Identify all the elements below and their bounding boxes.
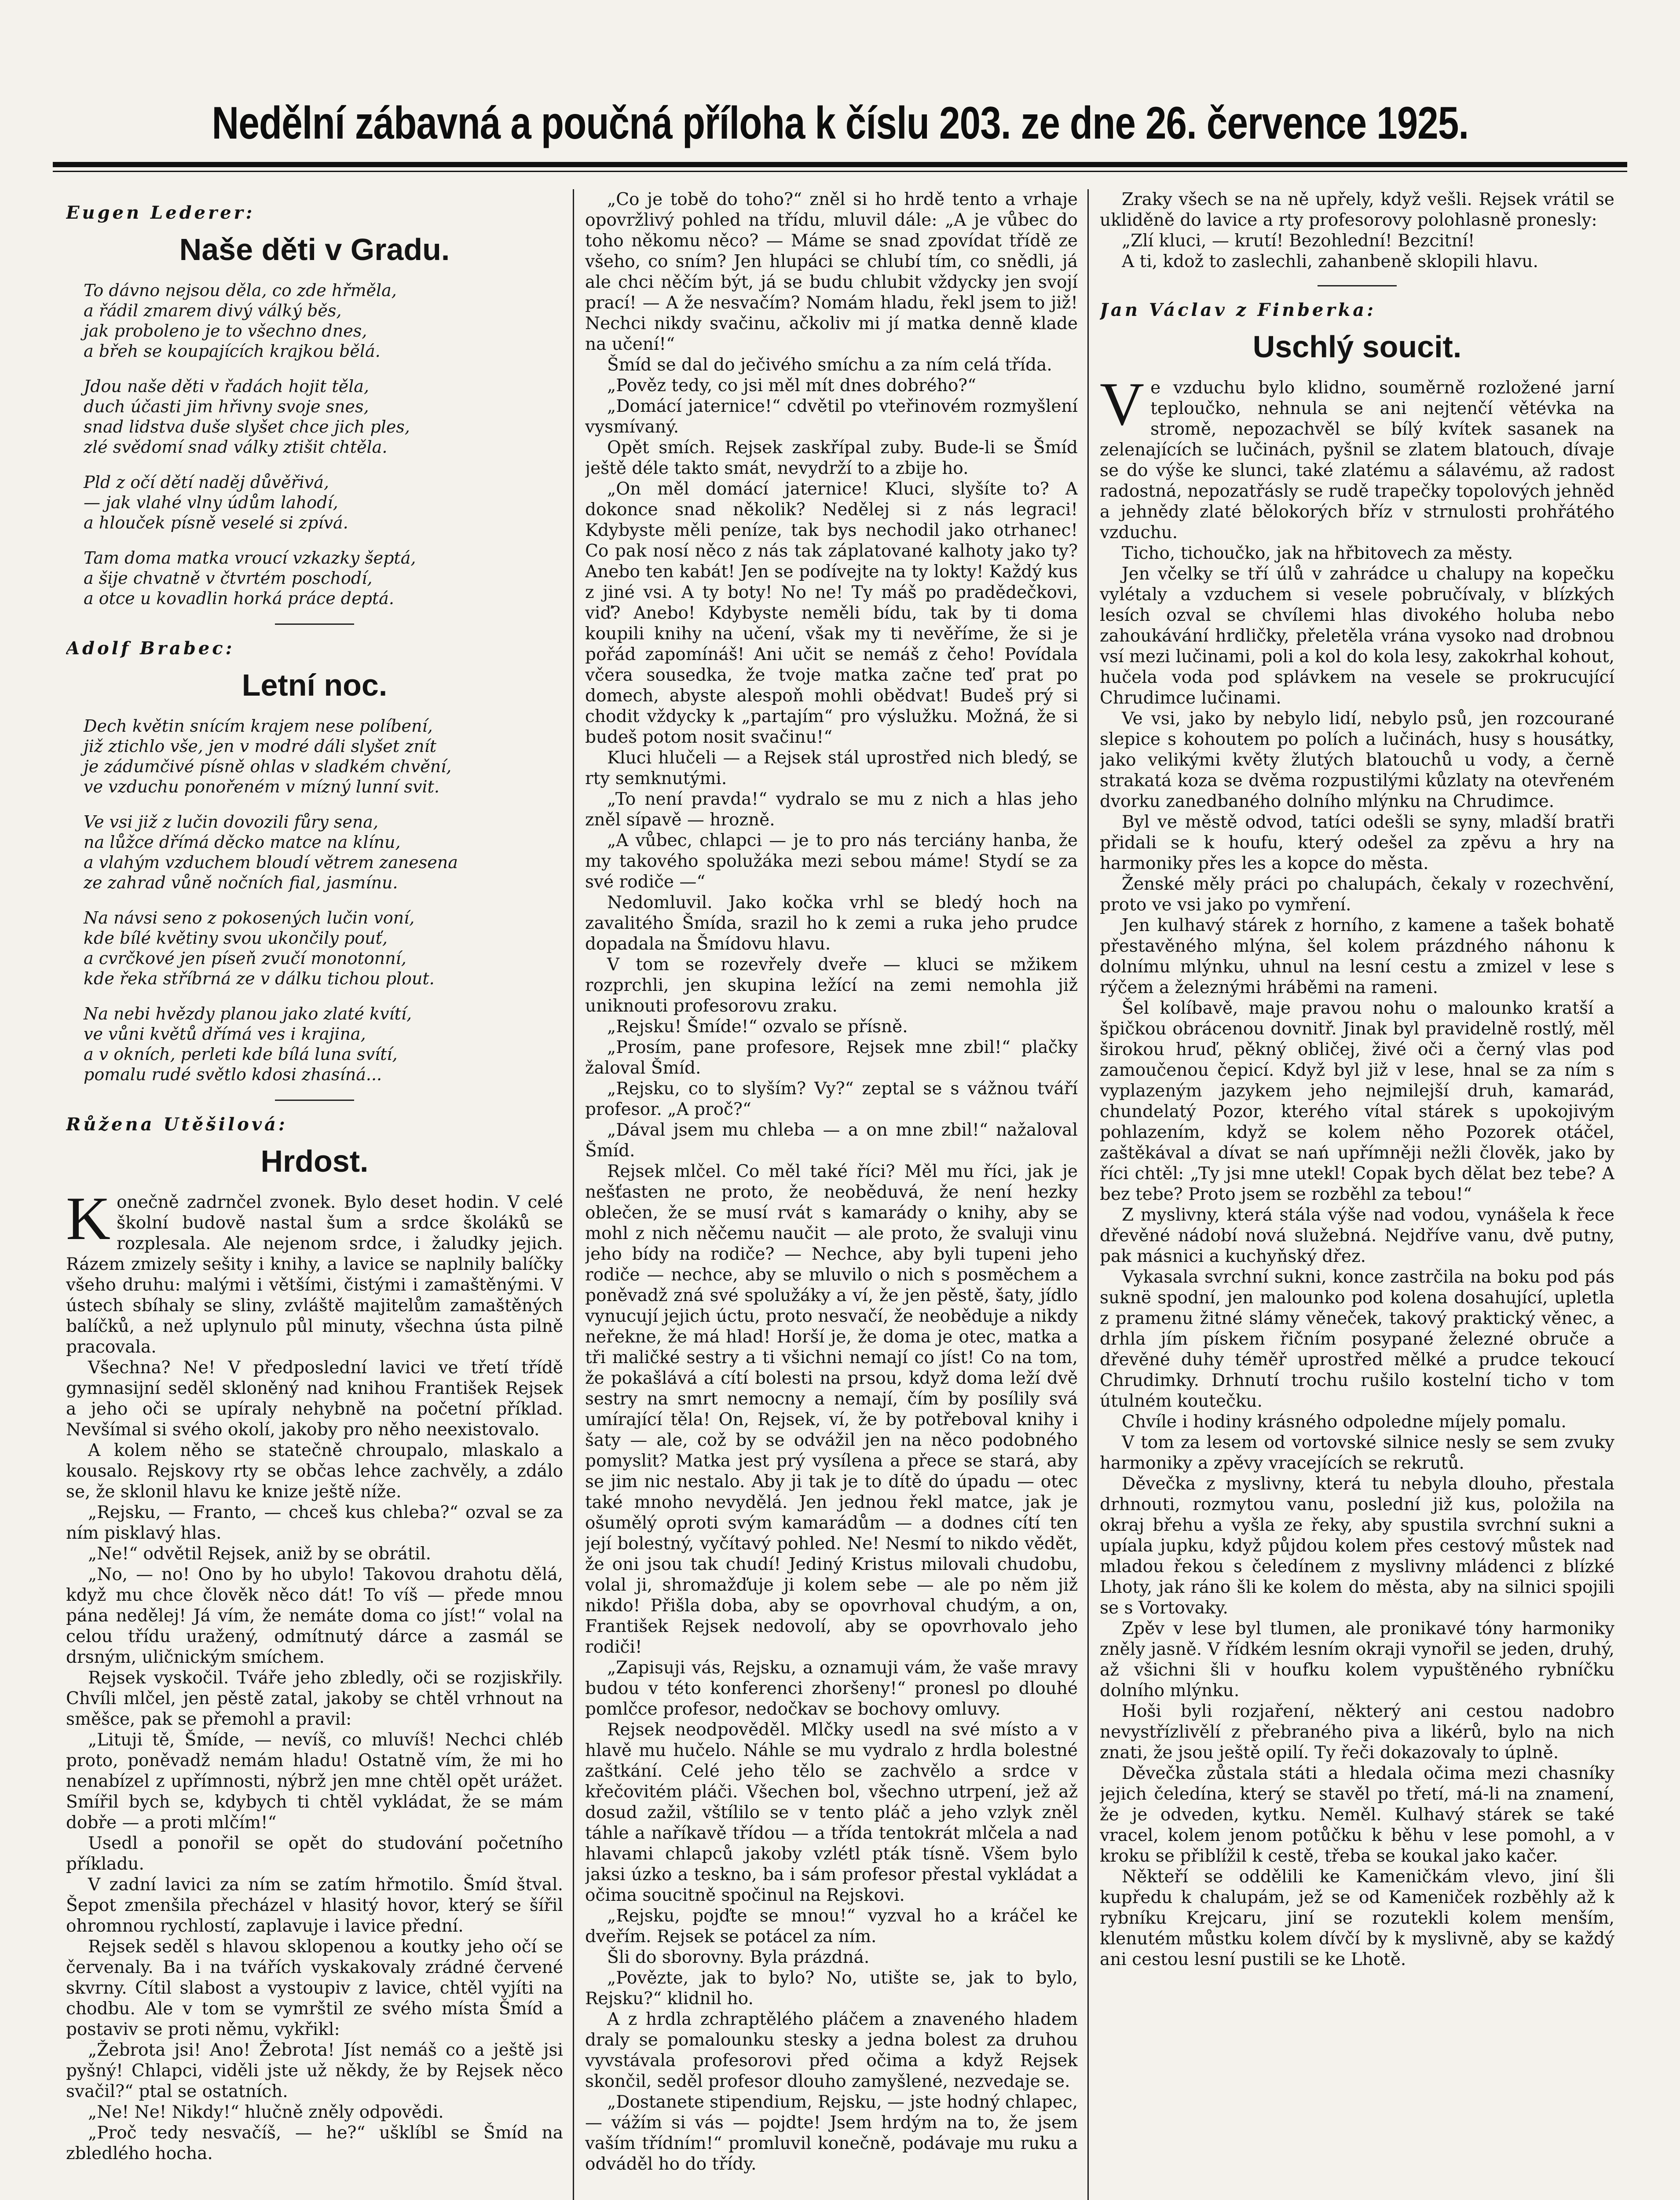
story1-continued-paragraph: Šli do sborovny. Byla prázdná. (607, 1947, 870, 1967)
story1-title: Hrdost. (260, 1144, 369, 1178)
story1-paragraph: „Ne! Ne! Nikdy!“ hlučně zněly odpovědi. (88, 2102, 444, 2122)
column-divider (1087, 189, 1089, 2200)
story2-paragraph: Byl ve městě odvod, tatíci odešli se syny, mladší bratři přidali se k houfu, který odešel za zpěvu a hry na harmoniky přes les a kopce do města. (1100, 812, 1614, 873)
story1-author: Růžena Utěšilová: (66, 1114, 288, 1135)
masthead (53, 88, 1627, 158)
story2-paragraph: Jen kulhavý stárek z horního, z kamene a tašek bohatě přestavěného mlýna, šel kolem prázdného náhonu k dolnímu mlýnku, uhnul na lesní cestu a zmizel v lese s rýčem a železnými hráběmi na rameni. (1100, 916, 1614, 997)
poem2-stanza: Dech květin snícím krajem nese políbení, již ztichlo vše, jen v modré dáli slyšet znít je zádumčivé písně ohlas v sladkém chvění, ve vzduchu ponořeném v mízný lunní svit. (84, 716, 452, 796)
story1-paragraph: A kolem něho se statečně chroupalo, mlaskalo a kousalo. Rejskovy rty se občas lehce zachvěly, a zdálo se, že sklonil hlavu ke knize ještě níže. (66, 1441, 563, 1502)
story1-paragraph: Rejsek seděl s hlavou sklopenou a koutky jeho očí se červenaly. Ba i na tvářích vyskakovaly zrádné červené skvrny. Cítil slabost a vystoupiv z lavice, chtěl vyjíti na chodbu. Ale v tom se vymrštil ze svého místa Šmíd a postaviv se proti němu, vykřikl: (66, 1937, 563, 2039)
story1-continued-paragraph: A z hrdla zchraptělého pláčem a znaveného hladem draly se pomalounku stesky a jedna bolest za druhou vyvstávala profesorovi před očima a když Rejsek skončil, seděl profesor dlouho zamyšlené, nezvedaje se. (585, 2009, 1078, 2091)
story2-paragraph: V tom za lesem od vortovské silnice nesly se sem zvuky harmoniky a zpěvy vracejících se rekrutů. (1100, 1433, 1614, 1473)
story1-continued-paragraph: „Zapisuji vás, Rejsku, a oznamuji vám, že vaše mravy budou v této konferenci zhoršeny!“ pronesl po dlouhé pomlčce profesor, nedočkav se bochovy omluvy. (585, 1658, 1078, 1719)
story2-paragraph: Děvečka zůstala státi a hledala očima mezi chasníky jejich čeledína, který se stavěl po třetí, má-li na znamení, že je odveden, kytku. Neměl. Kulhavý stárek se také vracel, kolem jenom potůčku k běhu v lese pomohl, a v kroku se přiblížil k cestě, třeba se koukal jako kačer. (1100, 1764, 1614, 1866)
poem2-stanza: Na nebi hvězdy planou jako zlaté kvítí, ve vůni květů dřímá ves i krajina, a v okních, perleti kde bílá luna svítí, pomalu rudé světlo kdosi zhasíná... (84, 1004, 412, 1084)
masthead-rule-thin (53, 171, 1627, 172)
story2-paragraph: Chvíle i hodiny krásného odpoledne míjely pomalu. (1122, 1412, 1567, 1432)
poem1-title: Naše děti v Gradu. (179, 232, 450, 267)
story2-paragraph: Jen včelky se tří úlů v zahrádce u chalupy na kopečku vylétaly a vzduchem si vesele pobručívaly, v blízkých lesích ozval se chvílemi hlas divokého holuba nebo zahoukávání hrdličky, přeletěla vrána vysoko nad drobnou vsí mezi lučinami, poli a kol do kola lesy, zakokrhal kohout, hučela voda pod splávkem na vesele se prokrucující Chrudimce lučinami. (1100, 564, 1614, 708)
story2-paragraph: Děvečka z myslivny, která tu nebyla dlouho, přestala drhnouti, rozmytou vanu, poslední již kus, položila na okraj břehu a vyšla ze řeky, aby spustila svrchní sukni a upíala jupku, když půjdou kolem přes cestový můstek nad mladou řekou s čeledínem z myslivny mládenci z blízké Lhoty, jak ráno šli ke kolem do města, aby na silnici spojili se s Vortovaky. (1100, 1474, 1614, 1618)
story1-continued-paragraph: „Rejsku! Šmíde!“ ozvalo se přísně. (607, 1017, 908, 1037)
column-divider (573, 189, 574, 2200)
story2-dropcap: V (1100, 370, 1145, 438)
story2-paragraph: Ženské měly práci po chalupách, čekaly v rozechvění, proto ve vsi jako po vymření. (1100, 874, 1614, 915)
story2-paragraph: Hoši byli rozjaření, některý ani cestou nadobro nevystřízlivělí z přebraného piva a likérů, bylo na nich znati, že jsou ještě opilí. Ty řeči dokazovaly to úplně. (1100, 1701, 1614, 1763)
story2-paragraph: Ve vzduchu bylo klidno, souměrně rozložené jarní teploučko, nehnula se ani nejtenčí větévka na stromě, nepozachvěl se bílý kvítek sasanek na zelenajících se lučinách, pyšnil se zlatem blatouch, dívaje se do výše ke slunci, také zlatému a sálavému, až radost radostná, nepozatřásly se rudě trapečky topolových jehněd a jehnědy zlaté bělokorých bříz v strnulosti prohřátého vzduchu. (1100, 370, 1614, 543)
column-1 (66, 189, 563, 2200)
story2-author: Jan Václav z Finberka: (1100, 300, 1376, 320)
story1-continued-paragraph: „Domácí jaternice!“ cdvětil po vteřinovém rozmyšlení vysmívaný. (585, 396, 1078, 437)
masthead-rule (53, 162, 1627, 167)
story2-paragraph: Šel kolíbavě, maje pravou nohu o malounko kratší a špičkou obrácenou dovnitř. Jinak byl pravidelně rostlý, měl širokou hruď, pěkný obličej, živé oči a černý vlas pod zamoučenou čepicí. Když byl již v lese, hnal se za ním s vyplazeným jazykem jeho nejmilejší druh, kamarád, chundelatý Pozor, kterého vítal stárek s upokojivým pohlazením, když se kolem něho Pozorek otáčel, zaštěkával a dívat se nań upřímněji nežli člověk, jako by říci chtěl: „Ty jsi mne utekl! Copak bych dělat bez tebe? A bez tebe? Proto jsem se rozběhl za tebou!“ (1100, 998, 1614, 1204)
story2-paragraph: Vykasala svrchní sukni, konce zastrčila na boku pod pás suknë spodní, jen malounko pod kolena dosahující, upletla z pramenu žitné slámy věneček, takový praktický věnec, a drhla jím pískem řičním posypané železné obruče a dřevěné duhy téměř uprostřed mělké a prudce tekoucí Chrudimky. Drhnutí trochu rušilo kostelní ticho v tom útulném koutečku. (1100, 1267, 1614, 1411)
story1-continued-paragraph: „Rejsku, co to slyším? Vy?“ zeptal se s vážnou tváří profesor. „A proč?“ (585, 1079, 1078, 1119)
section-separator (275, 623, 354, 625)
section-separator (275, 1100, 354, 1101)
story1-continued-paragraph: Opět smích. Rejsek zaskřípal zuby. Bude-li se Šmíd ještě déle takto smát, nevydrží to a zbije ho. (585, 438, 1078, 478)
masthead-title: Nedělní zábavná a poučná příloha k číslu 203. ze dne 26. července 1925. (212, 97, 1468, 149)
story2-paragraph: Někteří se oddělili ke Kameničkám vlevo, jiní šli kupředu k chalupám, jež se od Kameniček rozběhly až k rybníku Krejcaru, jiní se rozutekli kolem menším, klenutém můstku kolem dívčí by k myslivně, aby se každý ani cestou lesní pustili se ke Lhotě. (1100, 1867, 1614, 1969)
story1-continued-paragraph: V tom se rozevřely dveře — kluci se mžikem rozprchli, jen skupina ležící na zemi nemohla již uniknouti profesorovu zraku. (585, 955, 1078, 1016)
story1-paragraph: Usedl a ponořil se opět do studování početního příkladu. (66, 1833, 563, 1874)
story2-title: Uschlý soucit. (1252, 330, 1462, 364)
poem2-stanza: Na návsi seno z pokosených lučin voní, kde bílé květiny svou ukončily pouť, a cvrčkové jen píseň zvučí monotonní, kde řeka stříbrná ze v dálku tichou plout. (84, 908, 435, 988)
story1-paragraph: „Ne!“ odvětil Rejsek, aniž by se obrátil. (88, 1544, 432, 1564)
story1-ending-paragraph: Zraky všech se na ně upřely, když vešli. Rejsek vrátil se ukliděně do lavice a rty profesorovy polohlasně pronesly: (1100, 190, 1614, 230)
story1-continued-paragraph: „Dával jsem mu chleba — a on mne zbil!“ nažaloval Šmíd. (585, 1120, 1078, 1161)
story1-continued-paragraph: „Prosím, pane profesore, Rejsek mne zbil!“ plačky žaloval Šmíd. (585, 1038, 1078, 1078)
story1-continued-paragraph: „Povězte, jak to bylo? No, utište se, jak to bylo, Rejsku?“ klidnil ho. (585, 1968, 1078, 2009)
column-3 (1100, 189, 1614, 2200)
story1-continued-paragraph: „On měl domácí jaternice! Kluci, slyšíte to? A dokonce snad několik? Nedělej si z nás legraci! Kdybyste měli peníze, tak bys nechodil jako otrhanec! Co pak nosí něco z nás tak záplatované kalhoty jako ty? Anebo ten kabát! Jen se podívejte na ty lokty! Každý kus z jiné vsi. A ty boty! No ne! Ty máš po pradědečkovi, viď? Anebo! Kdybyste neměli bídu, tak by ti doma koupili knihy na učení, však my ti nevěříme, že si je pořád zapomínáš! Ani učit se nemáš z čeho! Povídala včera sousedka, že tvoje matka začne teď prat po domech, abyste alespoň mohli obědvat! Budeš prý si chodit vždycky k „partajím“ pro výslužku. Možná, že si budeš potom nosit svačinu!“ (585, 479, 1078, 747)
story2-paragraph: Ve vsi, jako by nebylo lidí, nebylo psů, jen rozcourané slepice s kohoutem po polích a lučinách, husy s housátky, jako velikými květy žlutých blatouchů u vody, a černě strakatá koza se dvěma rozpustilými kůzlaty na otevřeném dvorku zanedbaného dolního mlýnku na Chrudimce. (1100, 709, 1614, 811)
story1-continued-paragraph: „To není pravda!“ vydralo se mu z nich a hlas jeho zněl sípavě — hrozně. (585, 789, 1078, 830)
story1-paragraph: „Lituji tě, Šmíde, — nevíš, co mluvíš! Nechci chléb proto, poněvadž nemám hladu! Ostatně vím, že mi ho nenabízel z upřímnosti, nýbrž jen mne chtěl opět urážet. Smířil bych se, kdybych ti chtěl vykládat, že se mám dobře — a proti mlčím!“ (66, 1730, 563, 1833)
story1-paragraph: „Žebrota jsi! Ano! Žebrota! Jíst nemáš co a ještě jsi pyšný! Chlapci, viděli jste už někdy, že by Rejsek něco svačil?“ ptal se ostatních. (66, 2040, 563, 2101)
story1-paragraph: „No, — no! Ono by ho ubylo! Takovou drahotu dělá, když mu chce člověk něco dát! To víš — přede mnou pána nedělej! Já vím, že nemáte doma co jíst!“ volal na celou třídu uražený, odmítnutý dárce a zasmál se drsným, uličnickým smíchem. (66, 1565, 563, 1667)
story1-continued-paragraph: „Co je tobě do toho?“ zněl si ho hrdě tento a vrhaje opovržlivý pohled na třídu, mluvil dále: „A je vůbec do toho někomu něco? — Máme se snad zpovídat třídě ze všeho, co sním? Jen hlupáci se chlubí tím, co snědli, já ale chci něčím být, já se budu chlubit vždycky jen svojí prací! — A že nesvačím? Nomám hladu, řekl jsem to již! Nechci nikdy svačinu, ačkoliv mi jí matka denně klade na učení!“ (585, 190, 1078, 354)
story1-continued-paragraph: Šmíd se dal do ječivého smíchu a za ním celá třída. (607, 355, 1052, 375)
story1-continued-paragraph: Nedomluvil. Jako kočka vrhl se bledý hoch na zavalitého Šmída, srazil ho k zemi a ruka jeho prudce dopadala na Šmídovu hlavu. (585, 893, 1078, 954)
poem1-author: Eugen Lederer: (66, 202, 255, 223)
story1-paragraph: Rejsek vyskočil. Tváře jeho zbledly, oči se rozjiskřily. Chvíli mlčel, jen pěstě zatal, jakoby se chtěl vrhnout na směšce, pak se přemohl a pravil: (66, 1668, 563, 1729)
poem1-stanza: Pld z očí dětí naděj důvěřivá, — jak vlahé vlny údům lahodí, a hlouček písně veselé si zpívá. (84, 473, 348, 532)
column-2 (585, 189, 1078, 2200)
story1-paragraph: Konečně zadrnčel zvonek. Bylo deset hodin. V celé školní budově nastal šum a srdce školáků se rozplesala. Ale nejenom srdce, i žaludky jejich. Rázem zmizely sešity i knihy, a lavice se naplnily balíčky všeho druhu: malými i většími, čistými i zamaštěnými. V ústech sbíhaly se sliny, zvláště majitelům zamaštěných balíčků, a než uplynulo půl minuty, všechna ústa pilně pracovala. (66, 1184, 563, 1357)
story1-continued-paragraph: „A vůbec, chlapci — je to pro nás terciány hanba, že my takového spolužáka mezi sebou máme! Stydí se za své rodiče —“ (585, 831, 1078, 892)
story2-paragraph: Zpěv v lese byl tlumen, ale pronikavé tóny harmoniky zněly jasně. V řídkém lesním okraji vynořil se jeden, druhý, až všichni šli v houfku kolem vypuštěného rybníčku dolního mlýnku. (1100, 1619, 1614, 1701)
section-separator (1318, 285, 1397, 286)
story1-paragraph: „Proč tedy nesvačíš, — he?“ ušklíbl se Šmíd na zbledlého hocha. (66, 2123, 563, 2163)
story1-continued-paragraph: Rejsek neodpověděl. Mlčky usedl na své místo a v hlavě mu hučelo. Náhle se mu vydralo z hrdla bolestné zaštkání. Celé jeho tělo se zachvělo a srdce v křečovitém pláči. Všechen bol, všechno utrpení, jež až dosud zažil, vštílilo se v tento pláč a jeho vzlyk zněl táhle a naříkavě třídou — a třída tentokrát mlčela a nad hlavami chlapců jakoby vzlétl pták tísně. Všem bylo jaksi úzko a teskno, ba i sám profesor přestal vykládat a očima soucitně spočinul na Rejskovi. (585, 1720, 1078, 1905)
story1-dropcap: K (66, 1184, 111, 1253)
story1-ending-paragraph: „Zlí kluci, — krutí! Bezohlední! Bezcitní! (1122, 231, 1475, 251)
poem1-stanza: To dávno nejsou děla, co zde hřměla, a řádil zmarem divý válký běs, jak proboleno je to všechno dnes, a břeh se koupajících krajkou bělá. (84, 281, 397, 361)
story2-paragraph: Z myslivny, která stála výše nad vodou, vynášela k řece dřevěné nádobí nová služebná. Nejdříve vanu, dvě putny, pak másnici a kuchyňský dřez. (1100, 1205, 1614, 1266)
poem1-stanza: Jdou naše děti v řadách hojit těla, duch účasti jim hřivny svoje snes, snad lidstva duše slyšet chce jich ples, zlé svědomí snad války ztišit chtěla. (84, 377, 410, 457)
story1-paragraph: V zadní lavici za ním se zatím hřmotilo. Šmíd štval. Šepot zmenšila přecházel v hlasitý hovor, který se šířil ohromnou rychlostí, zaplavuje i lavice přední. (66, 1875, 563, 1936)
poem2-author: Adolf Brabec: (66, 638, 235, 659)
poem2-stanza: Ve vsi již z lučin dovozili fůry sena, na lůžce dřímá děcko matce na klínu, a vlahým vzduchem bloudí větrem zanesena ze zahrad vůně nočních fial, jasmínu. (84, 812, 458, 892)
story1-continued-paragraph: Kluci hlučeli — a Rejsek stál uprostřed nich bledý, se rty semknutými. (585, 748, 1078, 788)
story1-continued-paragraph: Rejsek mlčel. Co měl také říci? Měl mu říci, jak je nešťasten ne proto, že neoběduvá, že není hezky oblečen, že se musí rvát s kamarády o knihy, aby se mohl z nich něčemu naučit — ale proto, že svaluji vinu jeho bídy na rodiče? — Nechce, aby byli tupeni jeho rodiče — nechce, aby se mluvilo o nich s posměchem a poněvadž zná své spolužáky a ví, že jen pěstě, šaty, jídlo vynucují jejich úctu, proto nesvačí, že neoběduje a nikdy neřekne, že má hlad! Horší je, že doma je otec, matka a tři maličké sestry a ti všichni nemají co jíst! Co na tom, že pokašlává a cítí bolesti na prsou, když doma leží dvě sestry na smrt nemocny a nemají, čím by posílily svá umírající těla! On, Rejsek, ví, že by potřeboval knihy i šaty — ale, což by se odvážil jen na něco podobného pomyslit? Matka jest prý vysílena a přece se stará, aby se jim nic nestalo. Aby ji tak je to dítě do úpadu — otec také mnoho nevydělá. Jen jednou řekl matce, jak je ošumělý oproti svým kamarádům — a dodnes cítí ten její bolestný, vyčítavý pohled. Ne! Nesmí to nikdo vědět, že oni jsou tak chudí! Jediný Kristus milovali chudobu, volal ji, shromažďuje ji kolem sebe — ale po něm již nikdo! Přišla doba, aby se opovrhoval chudým, a on, František Rejsek nedovolí, aby se opovrhovalo jeho rodiči! (585, 1162, 1078, 1657)
story1-ending-paragraph: A ti, kdož to zaslechli, zahanbeně sklopili hlavu. (1122, 252, 1538, 271)
story1-paragraph: Všechna? Ne! V předposlední lavici ve třetí třídě gymnasijní seděl skloněný nad knihou František Rejsek a jeho oči se upíraly nehybně na početní příklad. Nevšímal si svého okolí, jakoby pro něho neexistovalo. (66, 1358, 563, 1440)
poem1-stanza: Tam doma matka vroucí vzkazky šeptá, a šije chvatně v čtvrtém poschodí, a otce u kovadlin horká práce deptá. (84, 548, 416, 608)
poem2-title: Letní noc. (242, 668, 388, 702)
story1-continued-paragraph: „Dostanete stipendium, Rejsku, — jste hodný chlapec, — vážím si vás — pojdte! Jsem hrdým na to, že jsem vaším třídním!“ promluvil konečně, podávaje mu ruku a odváděl ho do třídy. (585, 2092, 1078, 2174)
story1-continued-paragraph: „Pověz tedy, co jsi měl mít dnes dobrého?“ (607, 376, 977, 396)
story1-paragraph: „Rejsku, — Franto, — chceš kus chleba?“ ozval se za ním pisklavý hlas. (66, 1503, 563, 1543)
story2-paragraph: Ticho, tichoučko, jak na hřbitovech za městy. (1122, 543, 1513, 563)
story1-continued-paragraph: „Rejsku, pojďte se mnou!“ vyzval ho a kráčel ke dveřím. Rejsek se potácel za ním. (585, 1906, 1078, 1947)
